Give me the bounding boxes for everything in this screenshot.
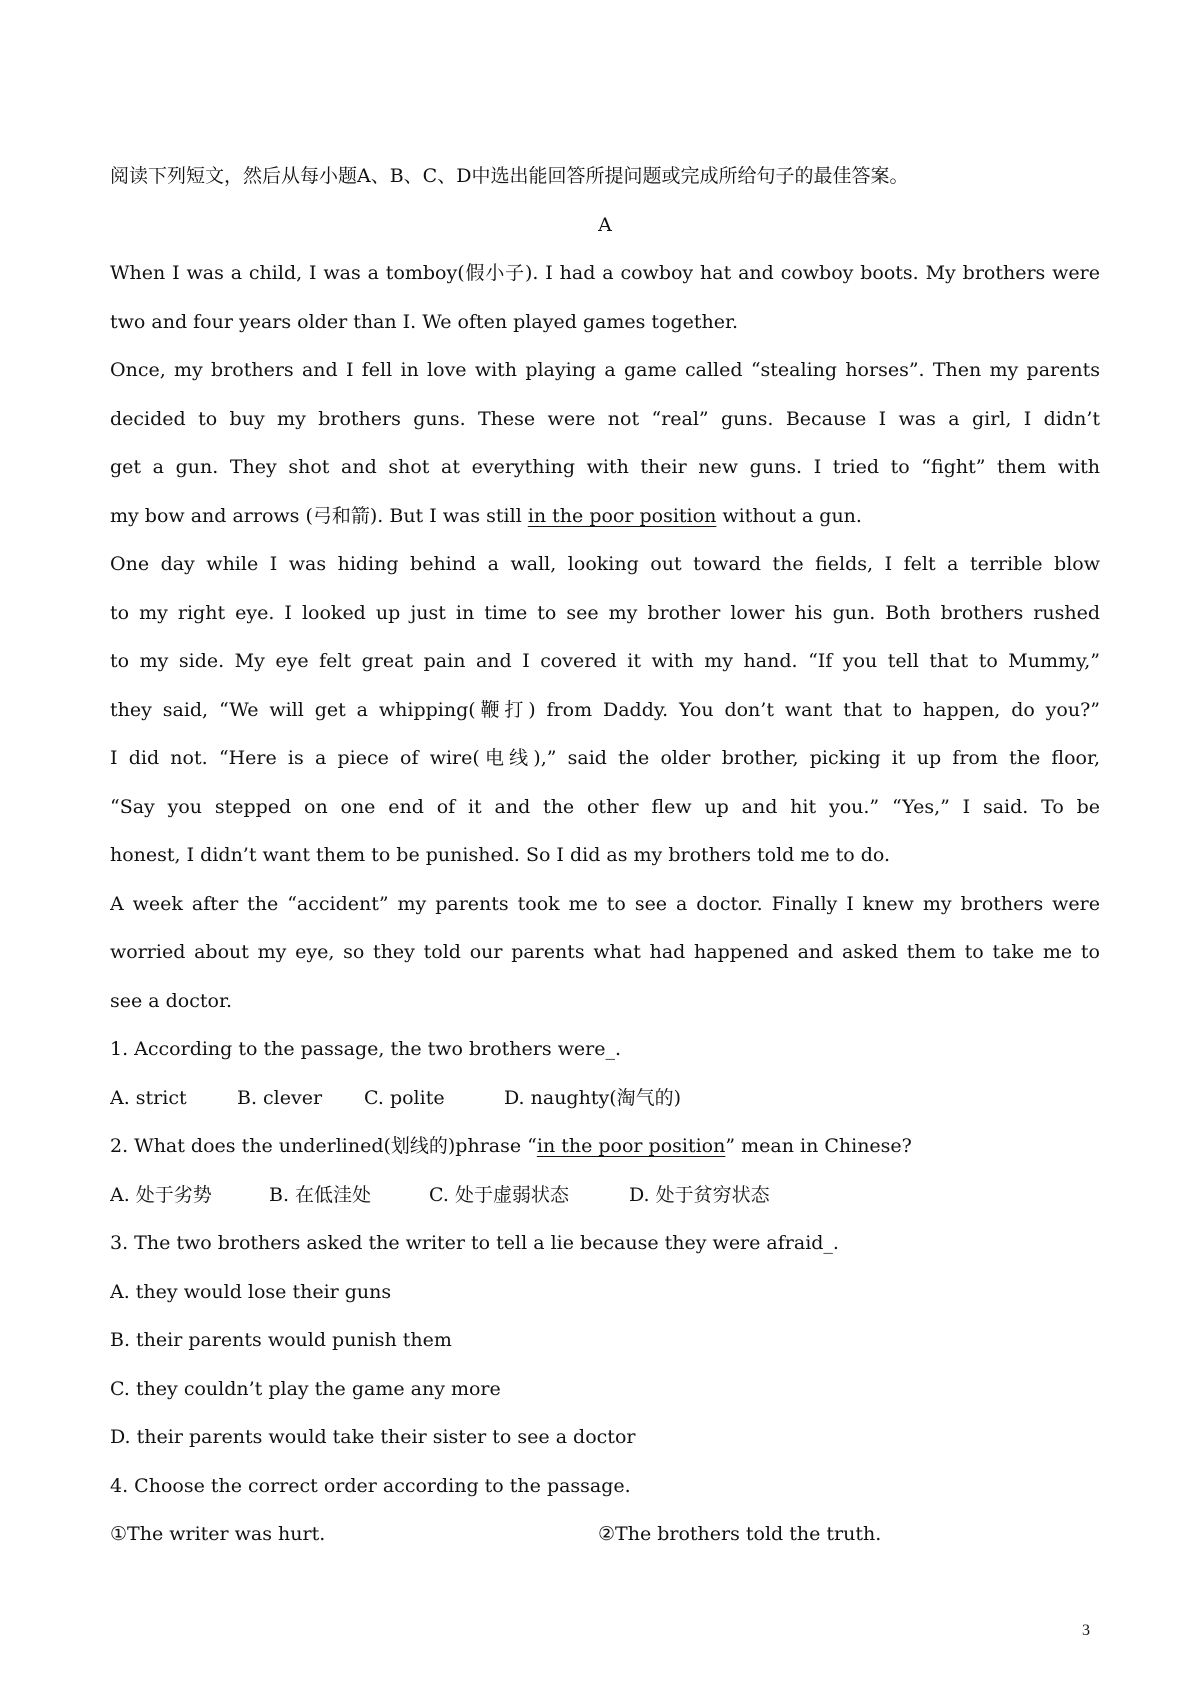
order-item-1: ①The writer was hurt.	[110, 1523, 326, 1545]
passage-line: worried about my eye, so they told our parents what had happened and asked them to take me to	[110, 941, 1100, 963]
passage-line: decided to buy my brothers guns. These were not “real” guns. Because I was a girl, I didn’t	[110, 407, 1100, 430]
passage-line: Once, my brothers and I fell in love with playing a game called “stealing horses”. Then my parents	[110, 359, 1100, 381]
passage-line: two and four years older than I. We often played games together.	[110, 310, 739, 333]
document-page	[110, 152, 1100, 1559]
passage-line: When I was a child, I was a tomboy(假小子). I had a cowboy hat and cowboy boots. My brothers were	[110, 262, 1100, 284]
option-c: C. polite	[364, 1086, 445, 1109]
option-b: B. their parents would punish them	[110, 1329, 452, 1351]
question-2	[110, 1122, 1100, 1219]
underlined-phrase: in the poor position	[527, 504, 717, 527]
passage-line: honest, I didn’t want them to be punished. So I did as my brothers told me to do.	[110, 844, 891, 866]
passage-text: my bow and arrows (弓和箭). But I was still	[110, 504, 528, 527]
option-a: A. strict	[110, 1086, 187, 1109]
question-options	[110, 1171, 1100, 1220]
option-c: C. they couldn’t play the game any more	[110, 1377, 501, 1400]
instructions: 阅读下列短文，然后从每小题A、B、C、D中选出能回答所提问题或完成所给句子的最佳答案。	[110, 165, 909, 187]
passage-line: see a doctor.	[110, 989, 232, 1012]
option-b: B. clever	[237, 1086, 323, 1109]
passage-line: “Say you stepped on one end of it and the other flew up and hit you.” “Yes,” I said. To be	[110, 795, 1100, 818]
question-3	[110, 1219, 1100, 1462]
passage-line: I did not. “Here is a piece of wire(电线),” said the older brother, picking it up from the floor,	[110, 747, 1100, 769]
option-a: A. they would lose their guns	[110, 1280, 392, 1303]
option-d: D. 处于贫穷状态	[629, 1183, 770, 1206]
passage-line	[110, 492, 1100, 541]
question-4	[110, 1462, 1100, 1559]
passage	[110, 249, 1100, 1025]
passage-line: they said, “We will get a whipping(鞭打) from Daddy. You don’t want that to happen, do you?”	[110, 698, 1100, 721]
question-stem: 1. According to the passage, the two brothers were_.	[110, 1038, 622, 1060]
question-stem	[110, 1122, 1100, 1171]
question-stem: 3. The two brothers asked the writer to tell a lie because they were afraid_.	[110, 1232, 839, 1254]
passage-line: to my right eye. I looked up just in time to see my brother lower his gun. Both brothers rushed	[110, 601, 1100, 624]
passage-line: A week after the “accident” my parents took me to see a doctor. Finally I knew my brothers were	[110, 892, 1100, 915]
option-d: D. naughty(淘气的)	[504, 1086, 682, 1109]
question-options	[110, 1074, 1100, 1123]
question-1	[110, 1025, 1100, 1122]
passage-line: One day while I was hiding behind a wall, looking out toward the fields, I felt a terrible blow	[110, 553, 1100, 575]
order-items	[110, 1510, 1100, 1559]
passage-line: to my side. My eye felt great pain and I covered it with my hand. “If you tell that to Mummy,”	[110, 650, 1100, 672]
question-stem: 4. Choose the correct order according to the passage.	[110, 1474, 631, 1497]
option-a: A. 处于劣势	[110, 1183, 212, 1206]
section-label: A	[598, 213, 612, 236]
option-d: D. their parents would take their sister to see a doctor	[110, 1426, 636, 1448]
passage-line: get a gun. They shot and shot at everything with their new guns. I tried to “fight” them with	[110, 456, 1100, 478]
passage-text: without a gun.	[716, 504, 862, 527]
question-text: ” mean in Chinese?	[725, 1135, 912, 1157]
option-b: B. 在低洼处	[269, 1183, 372, 1206]
underlined-phrase: in the poor position	[536, 1135, 726, 1157]
question-text: 2. What does the underlined(划线的)phrase “	[110, 1135, 537, 1157]
option-c: C. 处于虚弱状态	[429, 1183, 569, 1206]
page-number: 3	[1082, 1622, 1090, 1639]
order-item-2: ②The brothers told the truth.	[598, 1523, 882, 1545]
